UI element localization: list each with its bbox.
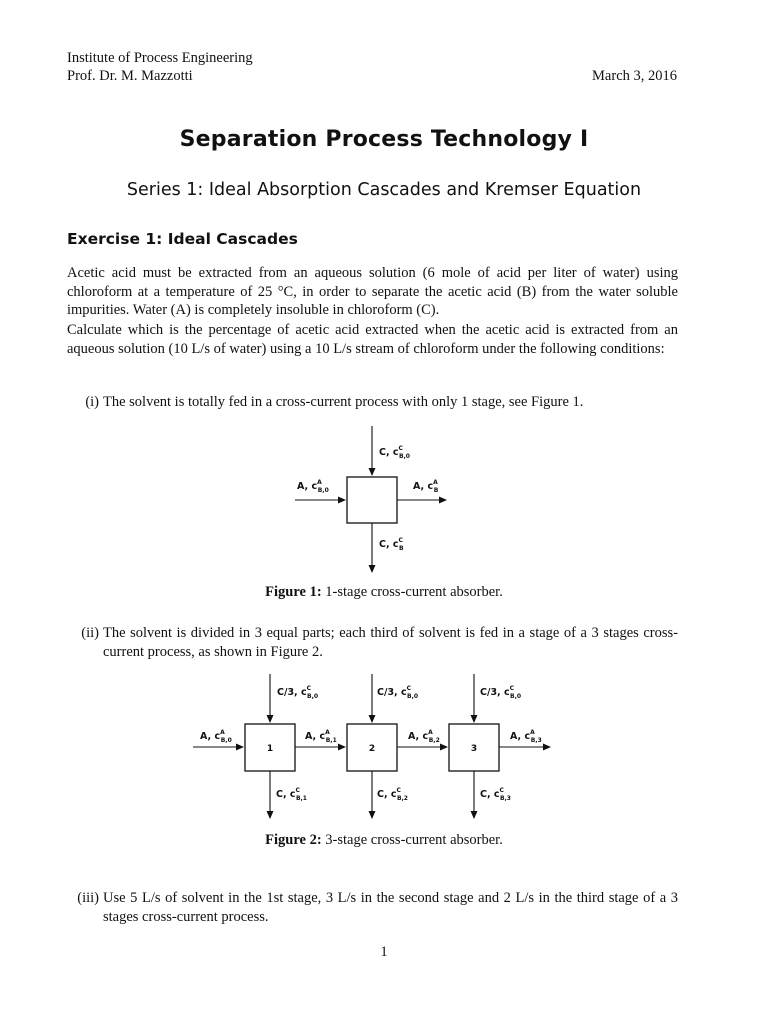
figure-2: [193, 674, 550, 818]
caption-text: 1-stage cross-current absorber.: [325, 584, 503, 600]
list-item-text: The solvent is totally fed in a cross-current process with only 1 stage, see Figure 1.: [103, 394, 584, 410]
extract-out-label: C, $c^C$ B: [379, 537, 404, 552]
figure-1-caption: [0, 584, 768, 601]
aqueous-label: A, $c^A$ B,3: [510, 729, 542, 744]
institute-name: Institute of Process Engineering: [67, 50, 253, 66]
solvent-in-label: C/3, $c^C$ B,0: [277, 685, 319, 700]
solvent-in-label: C, $c^C$ B,0: [379, 445, 410, 460]
extract-out-label: C, $c^C$ B,3: [480, 787, 511, 802]
stage-box: [347, 477, 397, 523]
list-item-text: The solvent is divided in 3 equal parts; each third of solvent is fed in a stage of a 3 stages cross-current process, as shown in Figure 2.: [103, 625, 678, 660]
aqueous-label: A, $c^A$ B,1: [305, 729, 337, 744]
aqueous-label: A, $c^A$ B,0: [200, 729, 232, 744]
list-item-label: (iii): [77, 890, 99, 906]
solvent-in-label: C/3, $c^C$ B,0: [480, 685, 522, 700]
solvent-in-label: C/3, $c^C$ B,0: [377, 685, 419, 700]
caption-label: Figure 2:: [265, 832, 322, 848]
page-number: 1: [380, 944, 388, 960]
aqueous-label: A, $c^A$ B,2: [408, 729, 440, 744]
figure-1: [295, 426, 446, 572]
header-date: March 3, 2016: [592, 68, 677, 84]
page-subtitle: Series 1: Ideal Absorption Cascades and Kremser Equation: [126, 180, 642, 200]
extract-out-label: C, $c^C$ B,1: [276, 787, 307, 802]
stage-number: 3: [470, 744, 478, 754]
page-title: Separation Process Technology I: [179, 127, 589, 152]
paragraph-task: Calculate which is the percentage of acetic acid extracted when the acetic acid is extracted from an aqueous solution (10 L/s of water) using a 10 L/s stream of chloroform under the following conditions:: [67, 322, 678, 357]
extract-out-label: C, $c^C$ B,2: [377, 787, 408, 802]
exercise-heading: Exercise 1: Ideal Cascades: [67, 230, 298, 248]
feed-in-label: A, $c^A$ B,0: [297, 479, 329, 494]
paragraph-intro: Acetic acid must be extracted from an aqueous solution (6 mole of acid per liter of water) using chloroform at a temperature of 25 °C, in order to separate the acetic acid (B) from the water soluble impurities. Water (A) is completely insoluble in chloroform (C).: [67, 265, 678, 318]
caption-label: Figure 1:: [265, 584, 322, 600]
list-item-text: Use 5 L/s of solvent in the 1st stage, 3 L/s in the second stage and 2 L/s in the third stage of a 3 stages cross-current process.: [103, 890, 678, 925]
list-item-label: (ii): [81, 625, 99, 641]
list-item-label: (i): [85, 394, 99, 410]
caption-text: 3-stage cross-current absorber.: [325, 832, 503, 848]
figure-2-caption: [0, 832, 768, 849]
raffinate-out-label: A, $c^A$ B: [413, 479, 439, 494]
stage-number: 2: [368, 744, 376, 754]
professor-name: Prof. Dr. M. Mazzotti: [67, 68, 193, 84]
stage-number: 1: [266, 744, 274, 754]
